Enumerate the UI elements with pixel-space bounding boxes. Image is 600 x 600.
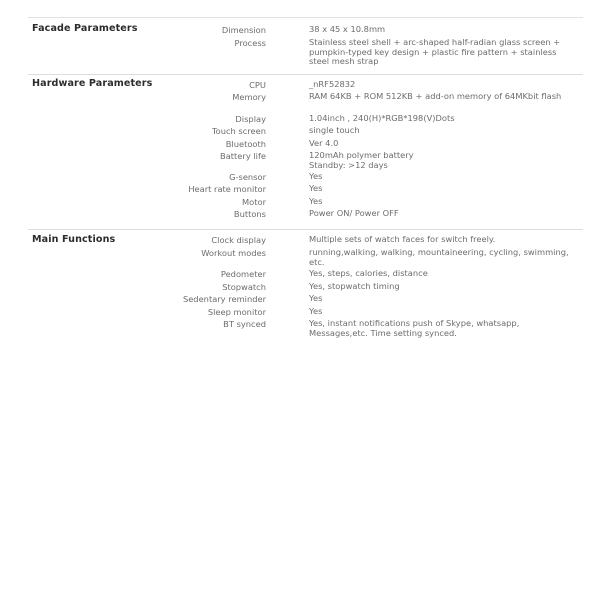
top-divider <box>28 17 583 18</box>
divider-functions <box>28 229 583 230</box>
spec-label: Touch screen <box>211 126 266 136</box>
spec-value: Yes <box>309 183 323 193</box>
spec-value: 38 x 45 x 10.8mm <box>309 24 386 34</box>
spec-value: single touch <box>309 125 360 135</box>
section-title-hardware: Hardware Parameters <box>32 78 153 89</box>
divider-hardware <box>28 74 583 75</box>
spec-value: Yes <box>309 306 323 316</box>
spec-value: Yes <box>309 196 323 206</box>
spec-label: Clock display <box>211 235 266 245</box>
spec-value: Yes, instant notifications push of Skype, whatsapp, Messages,etc. Time setting synced. <box>309 318 520 338</box>
spec-label: Dimension <box>221 25 266 35</box>
spec-value: Yes, stopwatch timing <box>309 281 400 291</box>
spec-label: Bluetooth <box>225 139 266 149</box>
spec-value: Multiple sets of watch faces for switch freely. <box>309 234 496 244</box>
spec-value: Ver 4.0 <box>309 138 339 148</box>
section-title-facade: Facade Parameters <box>32 23 138 34</box>
spec-value: 1.04inch , 240(H)*RGB*198(V)Dots <box>309 113 455 123</box>
section-title-functions: Main Functions <box>32 234 116 245</box>
spec-value: Power ON/ Power OFF <box>309 208 399 218</box>
spec-label: Memory <box>232 92 266 102</box>
spec-value: Stainless steel shell + arc-shaped half-radian glass screen + pumpkin-typed key design + plastic fire pattern + stainless steel mesh strap <box>309 37 561 66</box>
spec-label: Buttons <box>233 209 266 219</box>
spec-label: Sleep monitor <box>207 307 266 317</box>
spec-label: CPU <box>249 80 266 90</box>
spec-value: Yes <box>309 293 323 303</box>
spec-label: Stopwatch <box>222 282 266 292</box>
spec-value: running,walking, walking, mountaineering, cycling, swimming, etc. <box>309 247 569 267</box>
spec-label: Sedentary reminder <box>182 294 266 304</box>
spec-value: Yes <box>309 171 323 181</box>
spec-label: Heart rate monitor <box>188 184 266 194</box>
spec-value: 120mAh polymer battery Standby: >12 days <box>309 150 414 170</box>
spec-label: G-sensor <box>229 172 266 182</box>
spec-value: RAM 64KB + ROM 512KB + add-on memory of 64MKbit flash <box>309 91 562 101</box>
spec-label: Pedometer <box>220 269 266 279</box>
spec-label: Motor <box>242 197 266 207</box>
spec-label: BT synced <box>223 319 266 329</box>
spec-value: _nRF52832 <box>309 79 356 89</box>
spec-label: Battery life <box>220 151 266 161</box>
spec-label: Process <box>234 38 266 48</box>
spec-label: Workout modes <box>201 248 266 258</box>
spec-label: Display <box>235 114 266 124</box>
spec-value: Yes, steps, calories, distance <box>309 268 428 278</box>
